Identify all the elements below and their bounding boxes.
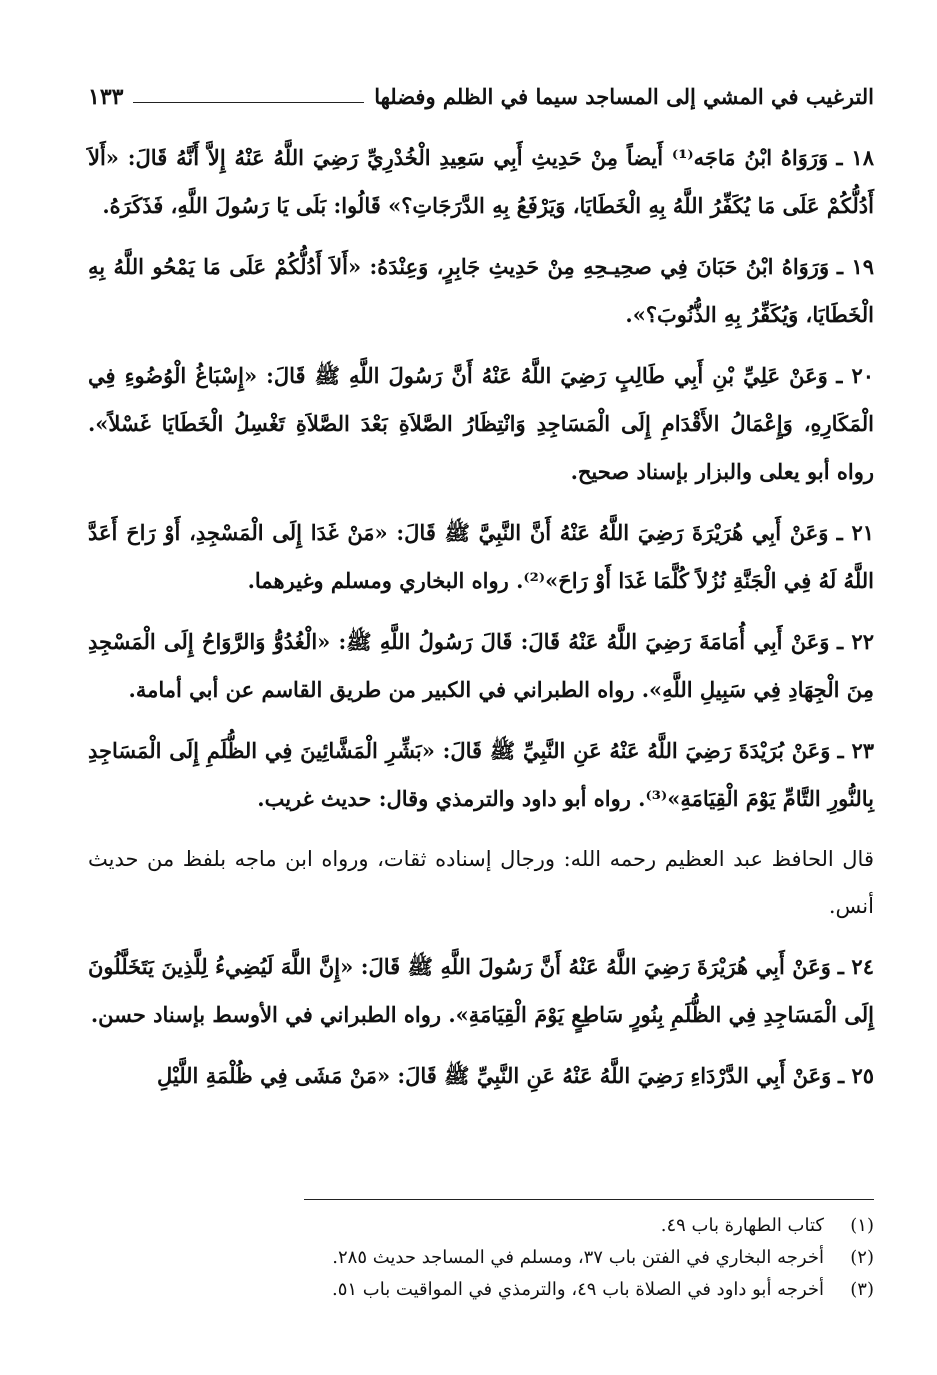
hadith-23 <box>88 727 874 823</box>
hadith-18 <box>88 134 874 230</box>
hadith-number: ٢٤ ـ <box>837 954 874 979</box>
footnote-text: كتاب الطهارة باب ٤٩. <box>660 1215 824 1236</box>
hadith-text: وَرَوَاهُ ابْنُ مَاجَه⁽¹⁾ أَيضاً مِنْ حَدِيثِ أَبِي سَعِيدِ الْخُدْرِيِّ رَضِيَ اللَّهُ عَنْهُ إِلاَّ أَنَّهُ قَالَ: «أَلاَ أَدُلُّكُمْ عَلَى مَا يُكَفِّرُ اللَّهُ بِهِ الْخَطَايَا، وَيَرْفَعُ بِهِ الدَّرَجَاتِ؟» قَالُوا: بَلَى يَا رَسُولَ اللَّهِ، فَذَكَرَهُ. <box>88 145 874 218</box>
footnotes <box>88 1210 874 1306</box>
footnote-text: أخرجه البخاري في الفتن باب ٣٧، ومسلم في المساجد حديث ٢٨٥. <box>332 1247 824 1268</box>
hadith-number: ٢٣ ـ <box>837 738 874 763</box>
header-title: الترغيب في المشي إلى المساجد سيما في الظلم وفضلها <box>374 84 874 109</box>
hadith-20 <box>88 352 874 496</box>
hadith-number: ٢١ ـ <box>836 520 875 545</box>
hadith-text: وَرَوَاهُ ابْنُ حَبَانَ فِي صحِيـحِهِ مِنْ حَدِيثِ جَابِرٍ، وَعِنْدَهُ: «أَلاَ أَدُلُّكُمْ عَلَى مَا يَمْحُو اللَّهُ بِهِ الْخَطَايَا، وَيُكَفِّرُ بِهِ الذُّنُوبَ؟». <box>88 254 874 327</box>
footnote-item <box>88 1210 874 1242</box>
footnote-item <box>88 1242 874 1274</box>
footnote-mark: (٢) <box>850 1247 874 1268</box>
hadith-text: وَعَنْ بُرَيْدَةَ رَضِيَ اللَّهُ عَنْهُ عَنِ النَّبِيِّ ﷺ قَالَ: «بَشِّرِ الْمَشَّائِينَ فِي الظُّلَمِ إِلَى الْمَسَاجِدِ بِالنُّورِ التَّامِّ يَوْمَ الْقِيَامَةِ»⁽³⁾. رواه أبو داود والترمذي وقال: حديث غريب. <box>88 738 874 811</box>
hadith-number: ٢٢ ـ <box>837 629 874 654</box>
hadith-text: وَعَنْ أَبِي أُمَامَةَ رَضِيَ اللَّهُ عَنْهُ قَالَ: قَالَ رَسُولُ اللَّهِ ﷺ: «الْغُدُوُّ وَالرَّوَاحُ إِلَى الْمَسْجِدِ مِنَ الْجِهَادِ فِي سَبِيلِ اللَّهِ». رواه الطبراني في الكبير من طريق القاسم عن أبي أمامة. <box>88 629 874 702</box>
hadith-text: وَعَنْ أَبِي هُرَيْرَةَ رَضِيَ اللَّهُ عَنْهُ أَنَّ رَسُولَ اللَّهِ ﷺ قَالَ: «إِنَّ اللَّهَ لَيُضِيءُ لِلَّذِينَ يَتَخَلَّلُونَ إِلَى الْمَسَاجِدِ فِي الظُّلَمِ بِنُورٍ سَاطِعٍ يَوْمَ الْقِيَامَةِ». رواه الطبراني في الأوسط بإسناد حسن. <box>88 954 874 1027</box>
hadith-22 <box>88 618 874 714</box>
hadith-number: ٢٠ ـ <box>836 363 874 388</box>
hadith-24 <box>88 943 874 1039</box>
hadith-number: ١٨ ـ <box>836 145 874 170</box>
hadith-21 <box>88 509 874 605</box>
running-header <box>88 72 874 112</box>
hadith-19 <box>88 243 874 339</box>
header-rule <box>133 102 364 103</box>
commentary-text: قال الحافظ عبد العظيم رحمه الله: ورجال إسناده ثقات، ورواه ابن ماجه بلفظ من حديث أنس. <box>88 847 874 918</box>
hadith-25 <box>88 1052 874 1100</box>
page <box>88 72 874 1113</box>
page-body <box>88 134 874 1100</box>
page-number: ١٣٣ <box>88 84 124 110</box>
footnote-mark: (٣) <box>850 1279 874 1300</box>
hadith-number: ١٩ ـ <box>836 254 874 279</box>
footnote-rule <box>304 1199 874 1200</box>
footnote-item <box>88 1274 874 1306</box>
footnote-text: أخرجه أبو داود في الصلاة باب ٤٩، والترمذي في المواقيت باب ٥١. <box>331 1279 824 1300</box>
hadith-text: وَعَنْ أَبِي هُرَيْرَةَ رَضِيَ اللَّهُ عَنْهُ أَنَّ النَّبِيَّ ﷺ قَالَ: «مَنْ غَدَا إِلَى الْمَسْجِدِ، أَوْ رَاحَ أَعَدَّ اللَّهُ لَهُ فِي الْجَنَّةِ نُزُلاً كُلَّمَا غَدَا أَوْ رَاحَ»⁽²⁾. رواه البخاري ومسلم وغيرهما. <box>88 520 874 593</box>
hadith-text: وَعَنْ أَبِي الدَّرْدَاءِ رَضِيَ اللَّهُ عَنْهُ عَنِ النَّبِيِّ ﷺ قَالَ: «مَنْ مَشَى فِي ظُلْمَةِ اللَّيْلِ <box>156 1063 832 1088</box>
commentary <box>88 836 874 930</box>
footnote-mark: (١) <box>850 1215 874 1236</box>
hadith-number: ٢٥ ـ <box>837 1063 874 1088</box>
hadith-text: وَعَنْ عَلِيِّ بْنِ أَبِي طَالِبٍ رَضِيَ اللَّهُ عَنْهُ أَنَّ رَسُولَ اللَّهِ ﷺ قَالَ: «إِسْبَاغُ الْوُضُوءِ فِي الْمَكَارِهِ، وَإِعْمَالُ الأَقْدَامِ إِلَى الْمَسَاجِدِ وَانْتِظَارُ الصَّلاَةِ بَعْدَ الصَّلاَةِ تَغْسِلُ الْخَطَايَا غَسْلاً». رواه أبو يعلى والبزار بإسناد صحيح. <box>88 363 874 484</box>
